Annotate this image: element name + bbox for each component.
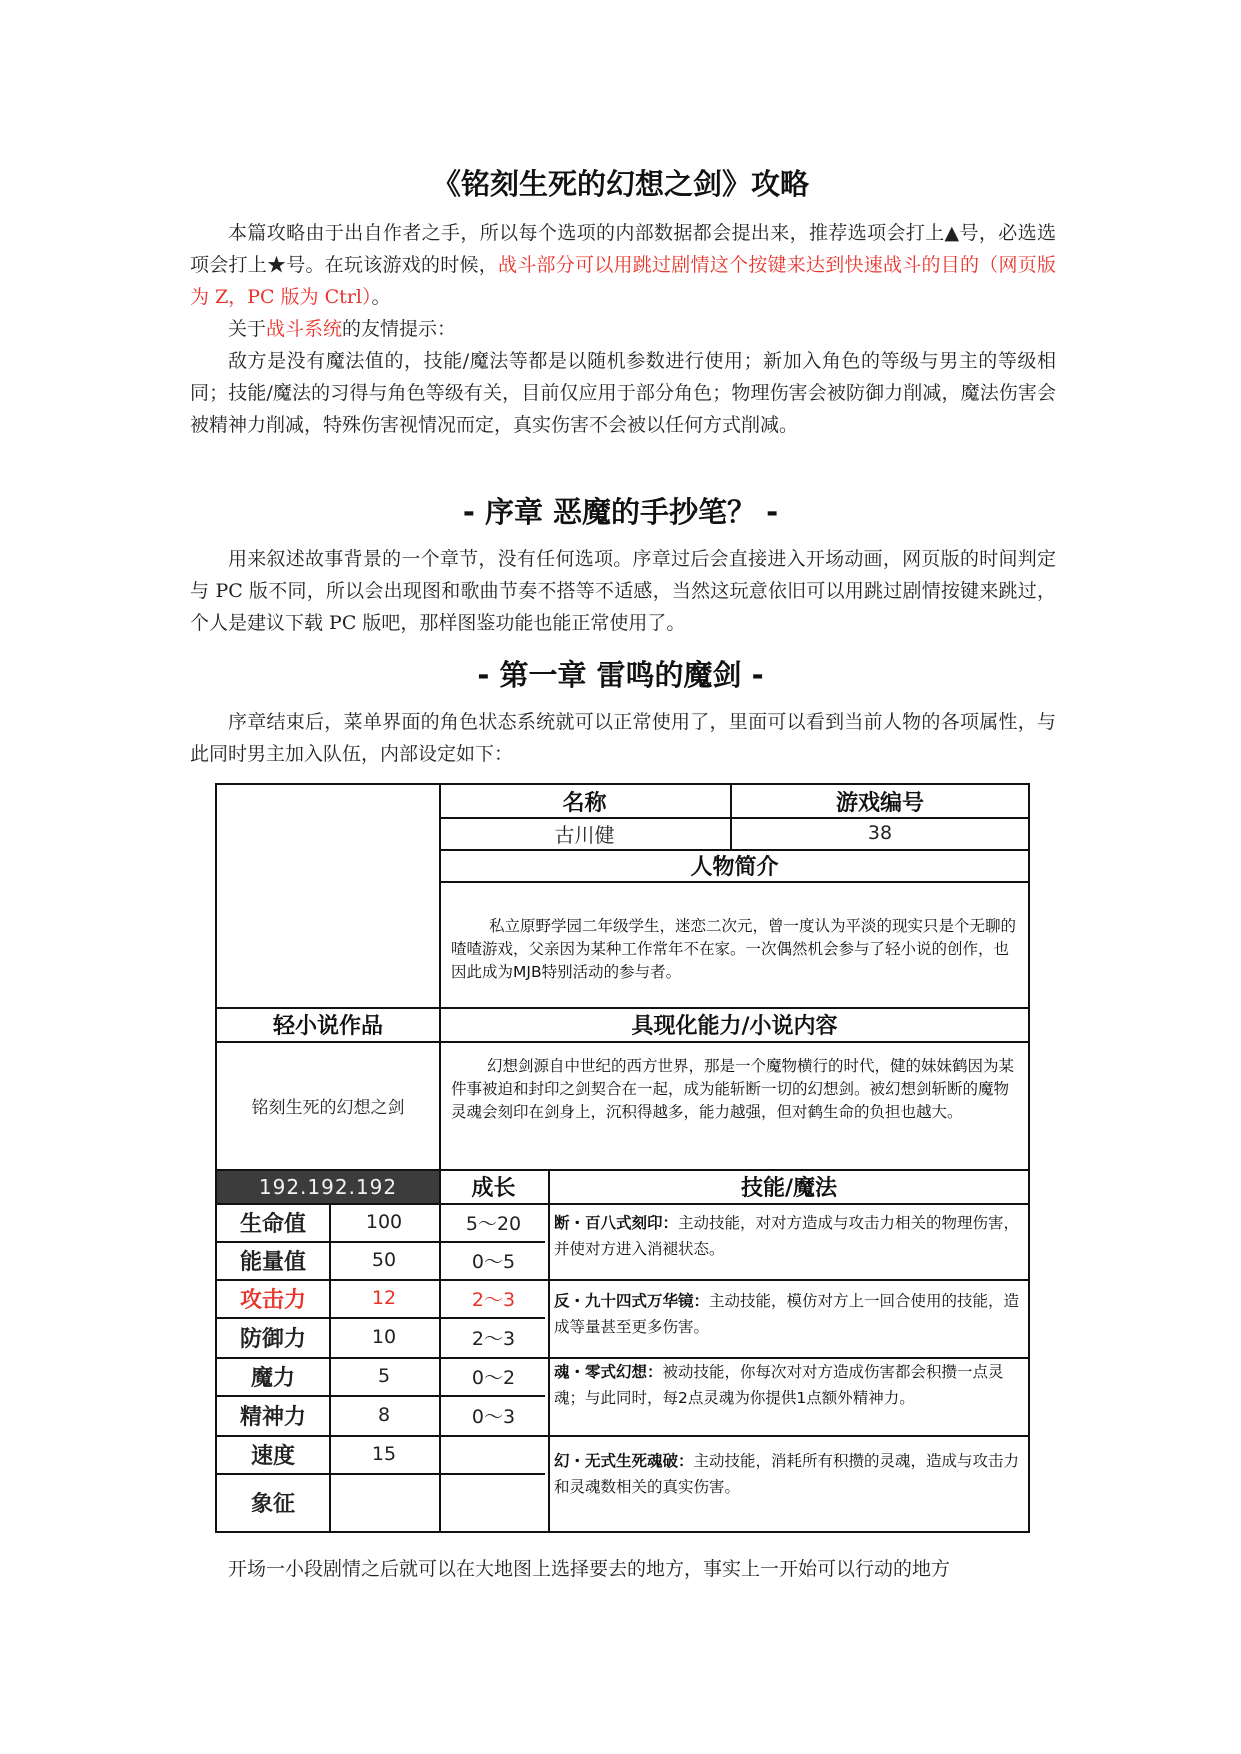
stat-label: 速度 bbox=[250, 1443, 295, 1469]
stat-label: 精神力 bbox=[239, 1404, 306, 1430]
tip-prefix: 关于 bbox=[228, 318, 267, 340]
stat-growth bbox=[439, 1473, 548, 1531]
skill-name: 魂・零式幻想： bbox=[554, 1363, 663, 1381]
chapter1-title: - 第一章 雷鸣的魔剑 - bbox=[477, 658, 764, 692]
skills-header: 技能/魔法 bbox=[740, 1175, 838, 1201]
stat-growth: 2～3 bbox=[471, 1327, 516, 1350]
chapter1-body: 序章结束后，菜单界面的角色状态系统就可以正常使用了，里面可以看到当前人物的各项属性，与此同时男主加入队伍，内部设定如下： bbox=[190, 711, 1056, 765]
stat-label: 能量值 bbox=[239, 1249, 306, 1275]
stat-value: 8 bbox=[377, 1404, 391, 1426]
stat-growth: 0～2 bbox=[471, 1366, 516, 1389]
character-card bbox=[215, 783, 1030, 1533]
skill-text: 主动技能，对对方造成与攻击力相关的物理伤害，并使对方进入消褪状态。 bbox=[554, 1214, 1020, 1258]
id-header: 游戏编号 bbox=[835, 790, 924, 816]
skill-entry bbox=[550, 1359, 1028, 1411]
stat-label: 魔力 bbox=[250, 1365, 295, 1391]
ability-text: 幻想剑源自中世纪的西方世界，那是一个魔物横行的时代，健的妹妹鹤因为某件事被迫和封印之剑契合在一起，成为能斩断一切的幻想剑。被幻想剑斩断的魔物灵魂会刻印在剑身上，沉积得越多，能力越强，但对鹤生命的负担也越大。 bbox=[451, 1057, 1015, 1121]
intro-paragraph bbox=[190, 217, 1056, 313]
stat-value: 50 bbox=[371, 1249, 397, 1271]
profile-text: 私立原野学园二年级学生，迷恋二次元，曾一度认为平淡的现实只是个无聊的喳喳游戏，父亲因为某种工作常年不在家。一次偶然机会参与了轻小说的创作，也因此成为MJB特别活动的参与者。 bbox=[451, 917, 1017, 981]
growth-header: 成长 bbox=[471, 1175, 516, 1201]
stat-label: 生命值 bbox=[239, 1211, 306, 1237]
skill-text: 被动技能，你每次对对方造成伤害都会积攒一点灵魂；与此同时，每2点灵魂为你提供1点额外精神力。 bbox=[554, 1363, 1004, 1407]
profile-header: 人物简介 bbox=[690, 854, 779, 880]
skill-name: 反・九十四式万华镜： bbox=[554, 1292, 710, 1310]
stat-label: 象征 bbox=[250, 1491, 295, 1517]
skill-entry bbox=[550, 1210, 1028, 1262]
skill-name: 断・百八式刻印： bbox=[554, 1214, 679, 1232]
stat-growth: 0～5 bbox=[471, 1250, 516, 1273]
intro-red-text: 战斗部分可以用跳过剧情这个按键来达到快速战斗的目的（网页版为 Z，PC 版为 Ctrl） bbox=[190, 254, 1056, 308]
character-id: 38 bbox=[867, 822, 893, 844]
stat-value: 10 bbox=[371, 1326, 397, 1348]
novel-title: 铭刻生死的幻想之剑 bbox=[251, 1097, 405, 1118]
stat-growth-highlight: 2～3 bbox=[471, 1288, 516, 1311]
stat-label: 防御力 bbox=[239, 1326, 306, 1352]
stat-growth: 5～20 bbox=[465, 1212, 522, 1235]
stat-value-highlight: 12 bbox=[371, 1287, 397, 1309]
skill-name: 幻・无式生死魂破： bbox=[554, 1452, 694, 1470]
ip-bar: 192.192.192 bbox=[217, 1171, 439, 1203]
skill-entry bbox=[550, 1448, 1028, 1500]
novel-header: 轻小说作品 bbox=[272, 1013, 383, 1039]
skill-text: 主动技能，消耗所有积攒的灵魂，造成与攻击力和灵魂数相关的真实伤害。 bbox=[554, 1452, 1020, 1496]
ability-header: 具现化能力/小说内容 bbox=[631, 1013, 838, 1039]
intro-end: 。 bbox=[371, 286, 391, 308]
stat-value bbox=[329, 1473, 439, 1531]
skill-text: 主动技能，模仿对方上一回合使用的技能，造成等量甚至更多伤害。 bbox=[554, 1292, 1020, 1336]
tip-heading bbox=[190, 313, 1056, 345]
stat-growth bbox=[439, 1435, 548, 1473]
tip-red-text: 战斗系统 bbox=[266, 318, 343, 340]
name-header: 名称 bbox=[562, 790, 607, 816]
prologue-title: - 序章 恶魔的手抄笔？ - bbox=[462, 495, 779, 529]
stat-label-highlight: 攻击力 bbox=[239, 1287, 306, 1313]
tip-suffix: 的友情提示： bbox=[342, 318, 457, 340]
character-name: 古川健 bbox=[554, 822, 615, 847]
closing-paragraph: 开场一小段剧情之后就可以在大地图上选择要去的地方，事实上一开始可以行动的地方 bbox=[228, 1558, 951, 1580]
stat-value: 5 bbox=[377, 1365, 391, 1387]
tip-body: 敌方是没有魔法值的，技能/魔法等都是以随机参数进行使用；新加入角色的等级与男主的等级相同；技能/魔法的习得与角色等级有关，目前仅应用于部分角色；物理伤害会被防御力削减，魔法伤害会被精神力削减，特殊伤害视情况而定，真实伤害不会被以任何方式削减。 bbox=[190, 350, 1056, 436]
stat-growth: 0～3 bbox=[471, 1405, 516, 1428]
intro-text: 本篇攻略由于出自作者之手，所以每个选项的内部数据都会提出来，推荐选项会打上▲号，必选选项会打上★号。在玩该游戏的时候， bbox=[190, 222, 1056, 276]
skill-entry bbox=[550, 1288, 1028, 1340]
document-title: 《铭刻生死的幻想之剑》攻略 bbox=[431, 167, 809, 201]
stat-value: 100 bbox=[365, 1211, 403, 1233]
prologue-body: 用来叙述故事背景的一个章节，没有任何选项。序章过后会直接进入开场动画，网页版的时间判定与 PC 版不同，所以会出现图和歌曲节奏不搭等不适感，当然这玩意依旧可以用跳过剧情按键来跳过，个人是建议下载 PC 版吧，那样图鉴功能也能正常使用了。 bbox=[190, 548, 1056, 634]
stat-value: 15 bbox=[371, 1443, 397, 1465]
